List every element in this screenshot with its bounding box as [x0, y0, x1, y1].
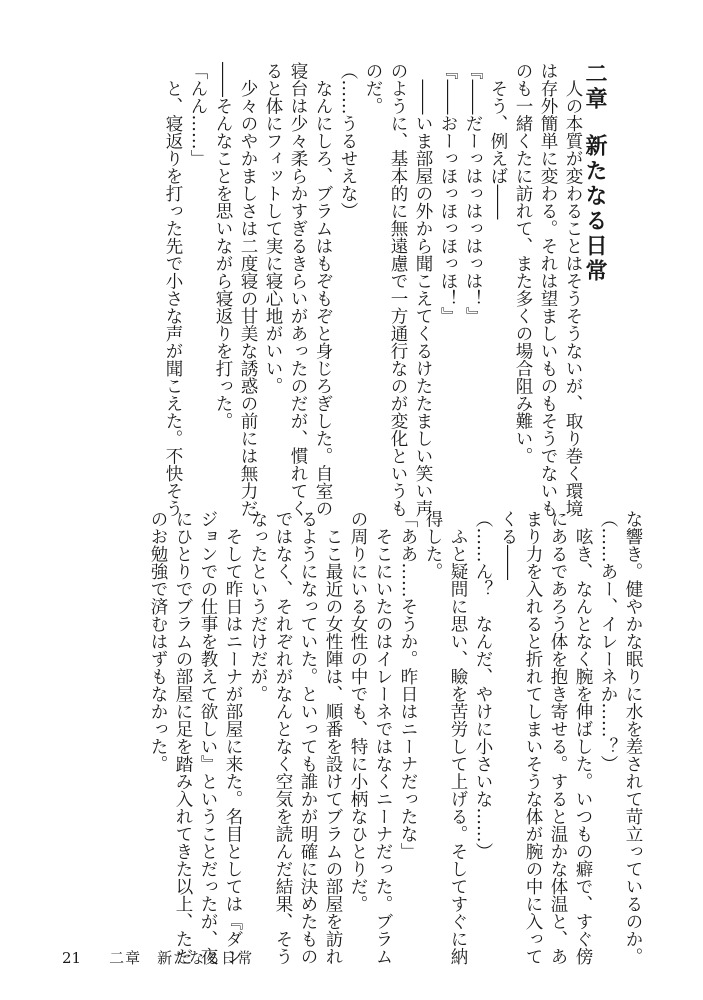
- text-line: 『――おーっほっほっほっほ！』: [438, 62, 458, 325]
- upper-text-block: [160, 62, 645, 517]
- text-line: そして昨日はニーナが部屋に来た。名目としては『ダン: [223, 510, 243, 965]
- page-number: 21: [62, 949, 82, 967]
- text-line: 寝台は少々柔らかすぎるきらいがあったのだが、慣れてく: [288, 62, 308, 517]
- text-line: 少々のやかましさは二度寝の甘美な誘惑の前には無力だ: [238, 62, 258, 517]
- text-line: 呟き、なんとなく腕を伸ばした。いつもの癖で、すぐ傍: [573, 510, 593, 965]
- text-line: のお勉強で済むはずもなかった。: [148, 510, 168, 773]
- text-line: なんにしろ、ブラムはもぞもぞと身じろぎした。自室の: [313, 62, 333, 517]
- text-line: ――いま部屋の外から聞こえてくるけたたましい笑い声: [413, 62, 433, 517]
- text-line: （……ん？ なんだ、やけに小さいな……）: [473, 510, 493, 860]
- text-line: ――そんなことを思いながら寝返りを打った。: [213, 62, 233, 430]
- text-line: のだ。: [363, 62, 383, 115]
- text-line: 得した。: [423, 510, 443, 580]
- text-line: るようになっていた。といっても誰かが明確に決めたもの: [298, 510, 318, 965]
- text-line: （……あー、イレーネか……？）: [598, 510, 618, 773]
- text-line: くる――: [498, 510, 518, 580]
- text-line: ではなく、それぞれがなんとなく空気を読んだ結果、そう: [273, 510, 293, 965]
- text-line: の周りにいる女性の中でも、特に小柄なひとりだ。: [348, 510, 368, 913]
- text-line: にひとりでブラムの部屋に足を踏み入れてきた以上、ただ: [173, 510, 193, 965]
- text-line: まり力を入れると折れてしまいそうな体が腕の中に入って: [523, 510, 543, 965]
- page-footer: [62, 947, 253, 968]
- text-line: にあるであろう体を抱き寄せる。すると温かな体温と、あ: [548, 510, 568, 965]
- text-line: ふと疑問に思い、瞼を苦労して上げる。そしてすぐに納: [448, 510, 468, 965]
- text-line: ジョンでの仕事を教えて欲しい』ということだったが、夜: [198, 510, 218, 965]
- text-line: 『――だーっはっはっはっは！』: [463, 62, 483, 325]
- text-line: のも一緒くたに訪れて、また多くの場合阻み難い。: [513, 62, 533, 465]
- text-line: そう、例えば――: [488, 62, 508, 220]
- chapter-number: 二章: [582, 62, 607, 112]
- text-line: のように、基本的に無遠慮で一方通行なのが変化というも: [388, 62, 408, 517]
- text-line: （……うるせえな）: [338, 62, 358, 220]
- text-line: と、寝返りを打った先で小さな声が聞こえた。不快そう: [163, 62, 183, 517]
- text-line: ここ最近の女性陣は、順番を設けてブラムの部屋を訪れ: [323, 510, 343, 965]
- text-line: は存外簡単に変わる。それは望ましいものもそうでないも: [538, 62, 558, 517]
- text-line: なったというだけだが。: [248, 510, 268, 703]
- text-line: ると体にフィットして実に寝心地がいい。: [263, 62, 283, 395]
- text-line: な響き。健やかな眠りに水を差されて苛立っているのか。: [623, 510, 643, 965]
- running-title: 二章 新たなる日常: [109, 949, 254, 967]
- text-line: そこにいたのはイレーネではなくニーナだった。ブラム: [373, 510, 393, 965]
- text-line: 「ああ……そうか。昨日はニーナだったな」: [398, 510, 418, 860]
- text-line: 人の本質が変わることはそうそうないが、取り巻く環境: [563, 62, 583, 517]
- text-line: 「んん……」: [188, 62, 208, 167]
- chapter-title: 新たなる日常: [582, 134, 607, 284]
